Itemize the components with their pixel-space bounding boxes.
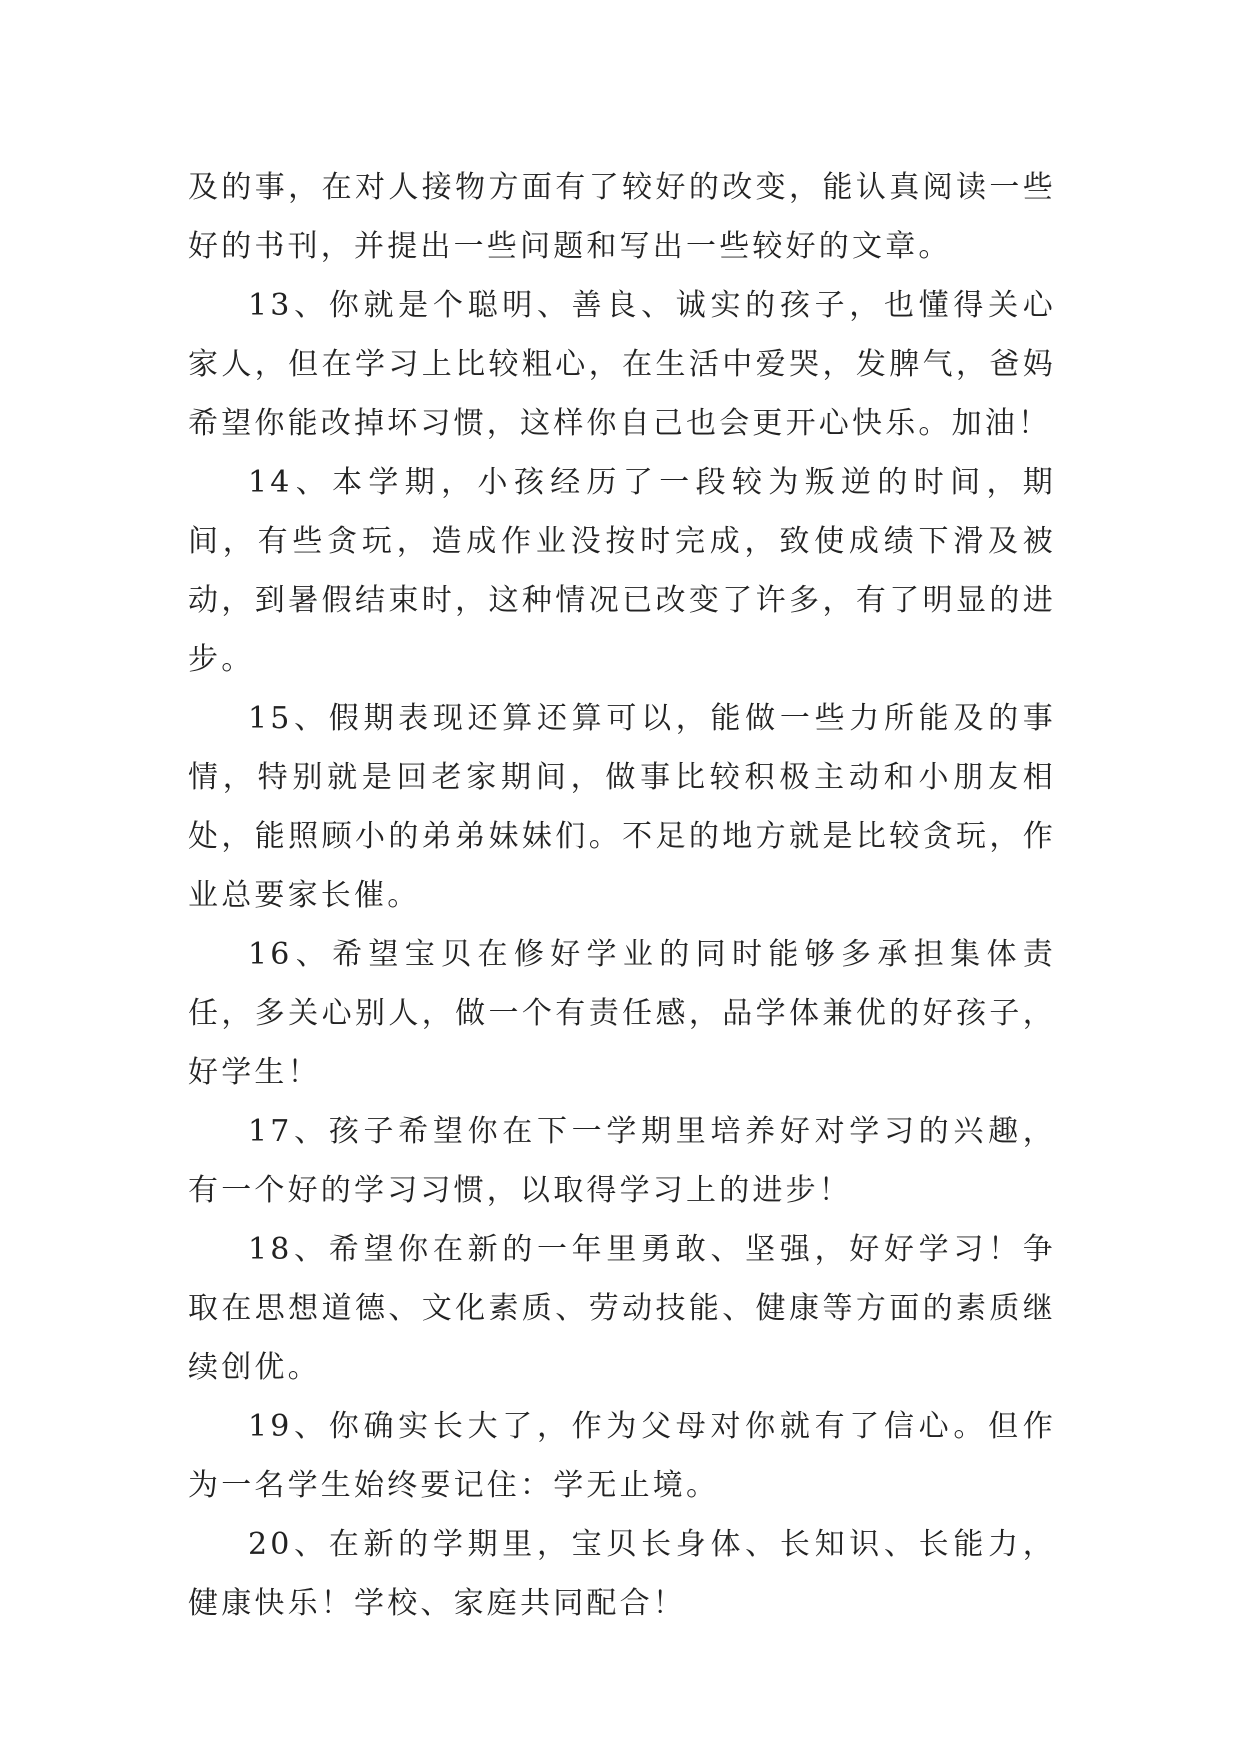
paragraph-item-19: 19、你确实长大了，作为父母对你就有了信心。但作为一名学生始终要记住：学无止境。 xyxy=(188,1409,1056,1503)
paragraph-item-20: 20、在新的学期里，宝贝长身体、长知识、长能力，健康快乐！学校、家庭共同配合！ xyxy=(188,1527,1056,1621)
paragraph-item-14: 14、本学期，小孩经历了一段较为叛逆的时间，期间，有些贪玩，造成作业没按时完成，致使成绩下滑及被动，到暑假结束时，这种情况已改变了许多，有了明显的进步。 xyxy=(188,465,1056,677)
paragraph-continuation: 及的事，在对人接物方面有了较好的改变，能认真阅读一些好的书刊，并提出一些问题和写出一些较好的文章。 xyxy=(188,170,1056,264)
paragraph-item-13: 13、你就是个聪明、善良、诚实的孩子，也懂得关心家人，但在学习上比较粗心，在生活中爱哭，发脾气，爸妈希望你能改掉坏习惯，这样你自己也会更开心快乐。加油！ xyxy=(188,288,1056,441)
paragraph-item-17: 17、孩子希望你在下一学期里培养好对学习的兴趣，有一个好的学习习惯，以取得学习上的进步！ xyxy=(188,1114,1056,1208)
paragraph-item-16: 16、希望宝贝在修好学业的同时能够多承担集体责任，多关心别人，做一个有责任感，品学体兼优的好孩子，好学生！ xyxy=(188,937,1056,1090)
paragraph-item-15: 15、假期表现还算还算可以，能做一些力所能及的事情，特别就是回老家期间，做事比较积极主动和小朋友相处，能照顾小的弟弟妹妹们。不足的地方就是比较贪玩，作业总要家长催。 xyxy=(188,701,1056,913)
paragraph-item-18: 18、希望你在新的一年里勇敢、坚强，好好学习！争取在思想道德、文化素质、劳动技能、健康等方面的素质继续创优。 xyxy=(188,1232,1056,1385)
document-body xyxy=(188,158,1056,1633)
